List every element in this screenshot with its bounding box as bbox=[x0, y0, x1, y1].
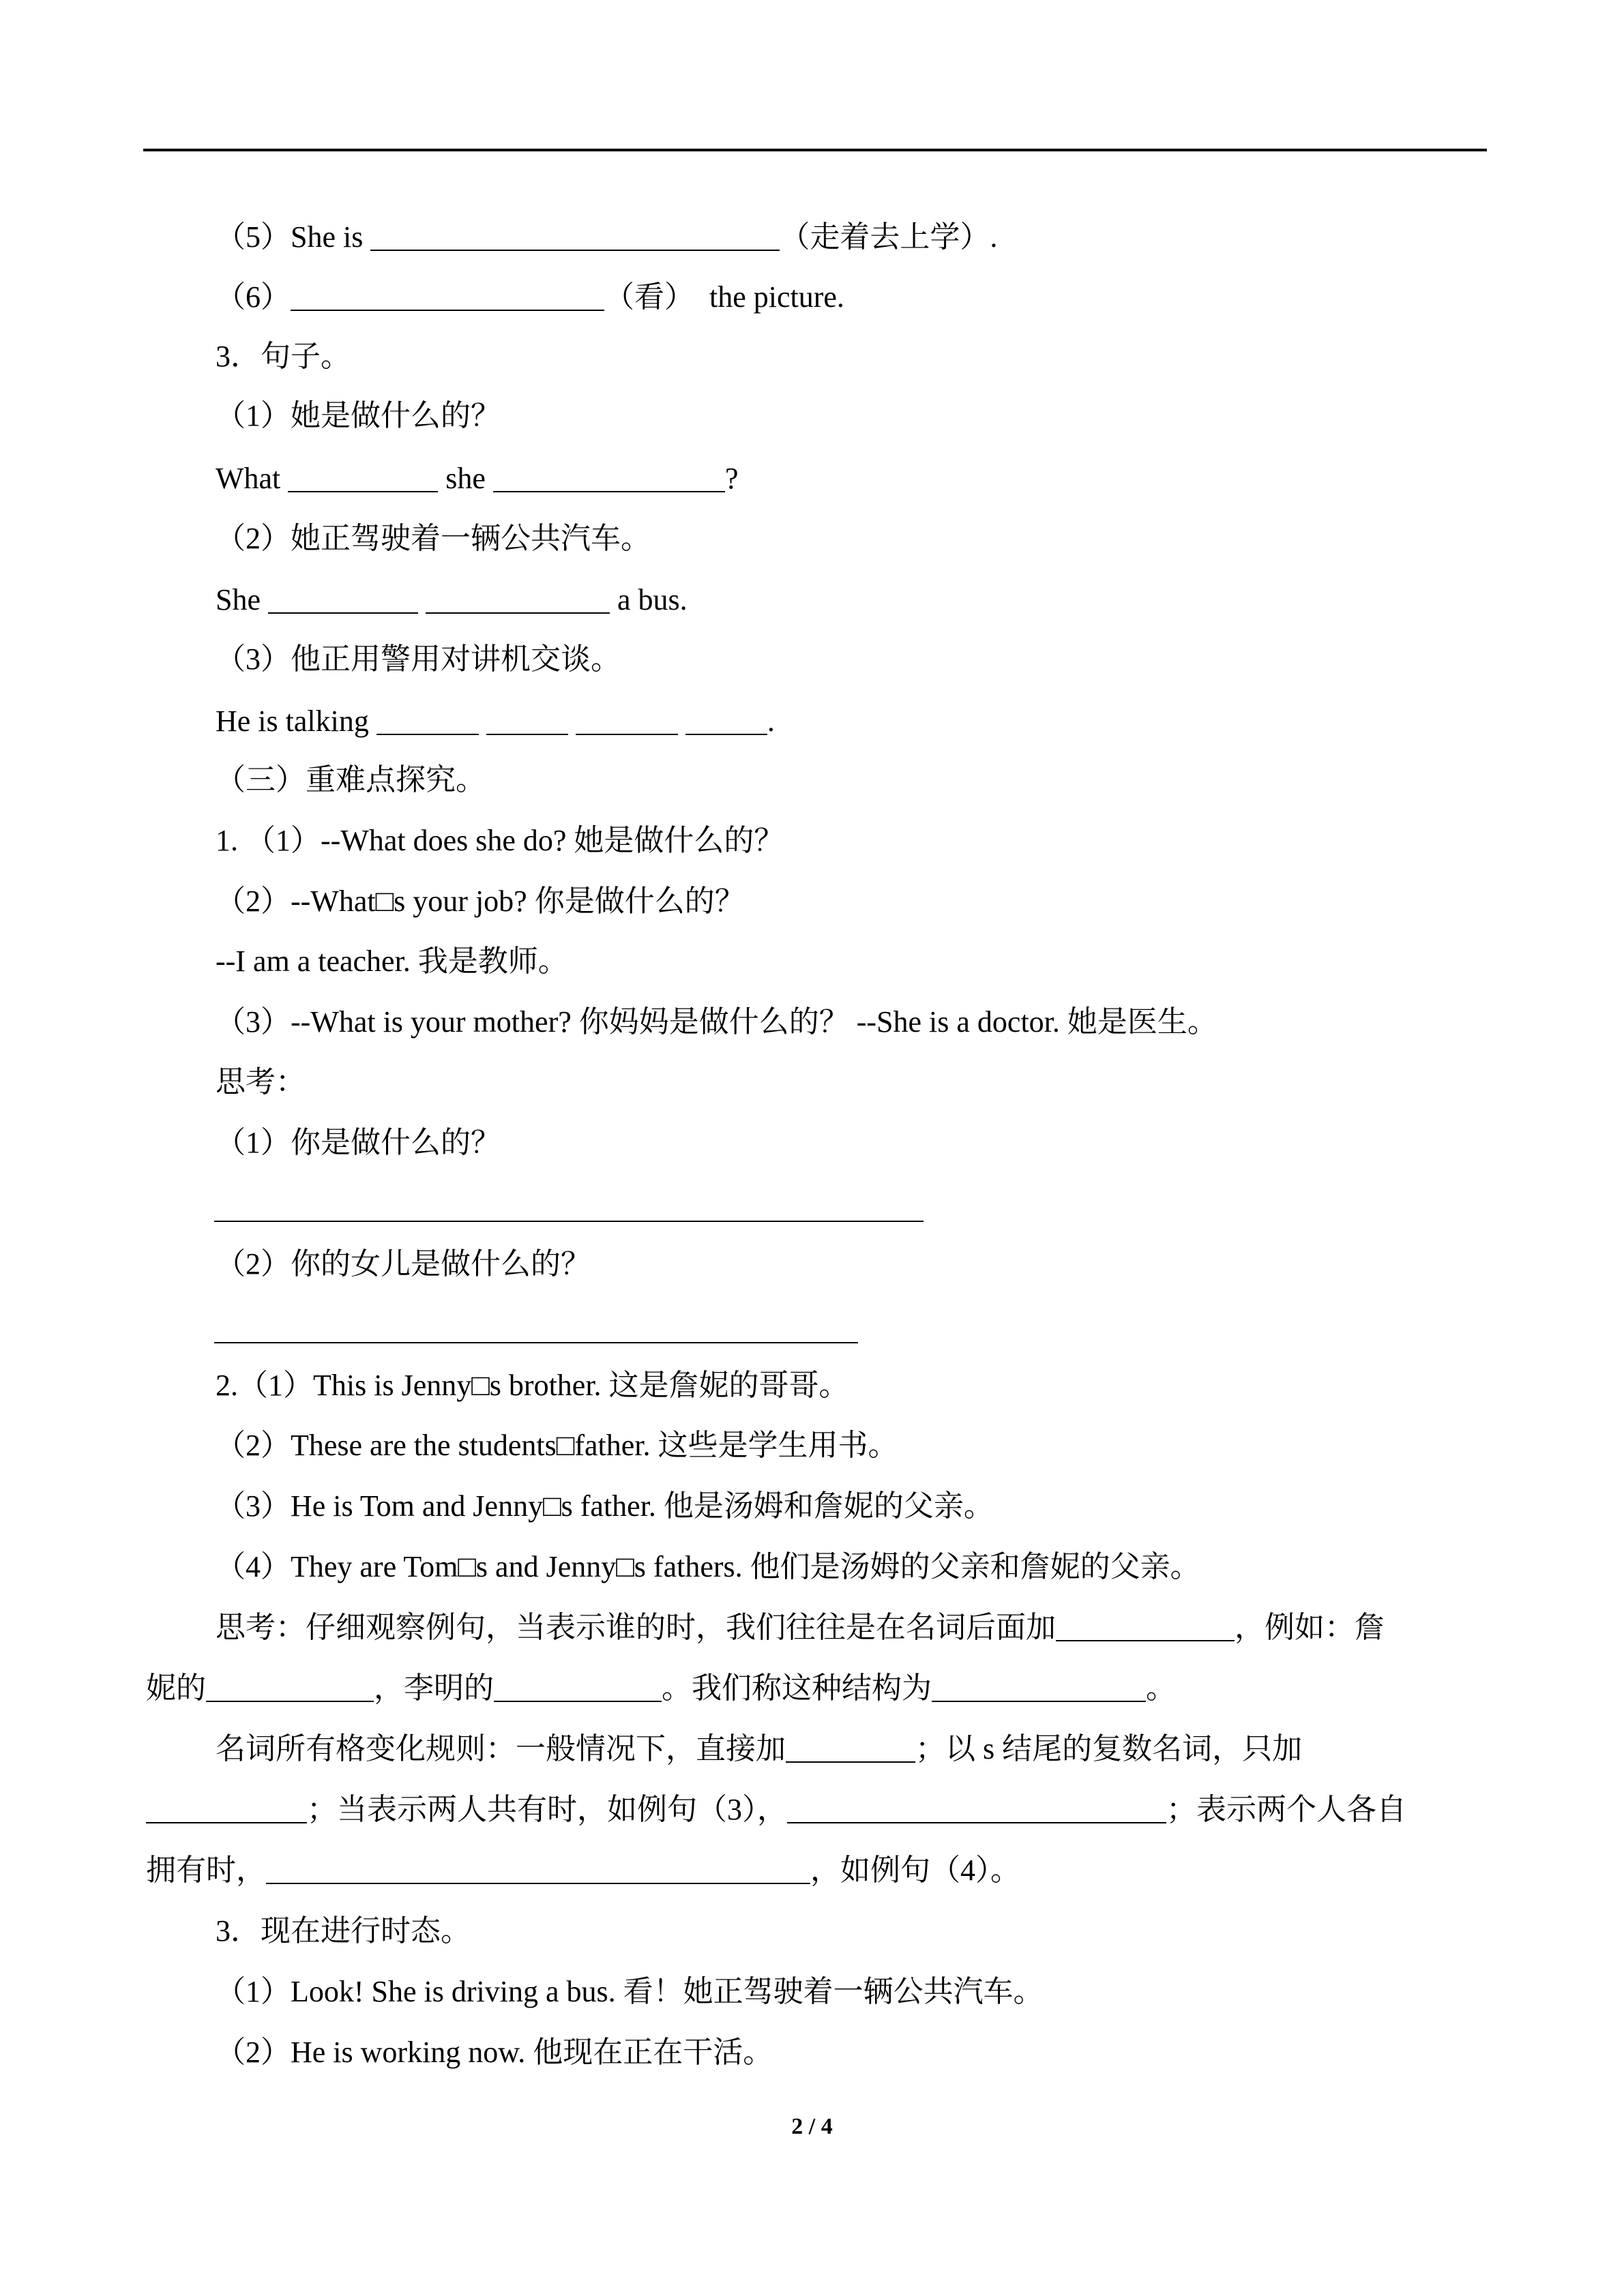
answer-blank[interactable] bbox=[494, 1669, 662, 1702]
header-rule bbox=[143, 149, 1487, 151]
q3-heading: 3．句子。 bbox=[216, 340, 351, 373]
answer-blank[interactable] bbox=[932, 1669, 1146, 1702]
p2-line-4: （4）They are Tom□s and Jenny□s fathers. 他们是汤姆的父亲和詹妮的父亲。 bbox=[216, 1550, 1200, 1583]
q2-item-6: （6） （看） the picture. bbox=[216, 277, 844, 318]
rule-line-2: ；当表示两人共有时，如例句（3）， ；表示两个人各自 bbox=[146, 1789, 1406, 1830]
answer-blank[interactable] bbox=[576, 702, 678, 735]
q3-s3-en: He is talking . bbox=[216, 701, 775, 742]
rule-line-3: 拥有时， ，如例句（4）。 bbox=[146, 1850, 1020, 1891]
rule-line-1: 名词所有格变化规则：一般情况下，直接加 ；以 s 结尾的复数名词，只加 bbox=[216, 1729, 1302, 1770]
p1-line-4: （3）--What is your mother? 你妈妈是做什么的？ --She is a doctor. 她是医生。 bbox=[216, 1005, 1217, 1039]
answer-blank[interactable] bbox=[786, 1730, 915, 1763]
q3-s2-cn: （2）她正驾驶着一辆公共汽车。 bbox=[216, 522, 651, 555]
answer-blank[interactable] bbox=[426, 581, 610, 614]
p2-line-3: （3）He is Tom and Jenny□s father. 他是汤姆和詹妮的父亲。 bbox=[216, 1489, 994, 1523]
answer-blank[interactable] bbox=[146, 1791, 307, 1823]
q3-s2-en: She a bus. bbox=[216, 580, 688, 621]
answer-blank[interactable] bbox=[685, 702, 767, 735]
q2-item-5: （5）She is （走着去上学）. bbox=[216, 217, 997, 258]
p1-line-3: --I am a teacher. 我是教师。 bbox=[216, 944, 568, 978]
p3-line-1: （1）Look! She is driving a bus. 看！她正驾驶着一辆公共汽车。 bbox=[216, 1975, 1044, 2008]
answer-blank[interactable] bbox=[377, 702, 479, 735]
section-heading: （三）重难点探究。 bbox=[216, 763, 486, 796]
p2-think-line-2: 妮的 ，李明的 。我们称这种结构为 。 bbox=[146, 1668, 1176, 1709]
q3-s1-en: What she ? bbox=[216, 458, 738, 499]
answer-blank[interactable] bbox=[787, 1791, 1166, 1823]
answer-blank[interactable] bbox=[1056, 1609, 1235, 1641]
think-label: 思考： bbox=[216, 1065, 306, 1099]
answer-blank[interactable] bbox=[268, 581, 418, 614]
p1-line-2: （2）--What□s your job? 你是做什么的？ bbox=[216, 884, 745, 918]
answer-blank[interactable] bbox=[288, 460, 438, 492]
p1-line-1: 1. （1）--What does she do? 她是做什么的？ bbox=[216, 824, 784, 857]
p2-line-1: 2.（1）This is Jenny□s brother. 这是詹妮的哥哥。 bbox=[216, 1369, 849, 1402]
answer-blank[interactable] bbox=[291, 278, 604, 311]
q3-s1-cn: （1）她是做什么的？ bbox=[216, 399, 501, 432]
p3-line-2: （2）He is working now. 他现在正在干活。 bbox=[216, 2036, 773, 2069]
answer-blank[interactable] bbox=[266, 1851, 810, 1884]
p3-heading: 3．现在进行时态。 bbox=[216, 1914, 471, 1948]
answer-blank[interactable] bbox=[370, 218, 780, 251]
answer-line[interactable] bbox=[214, 1221, 924, 1222]
p2-think-line-1: 思考：仔细观察例句，当表示谁的时，我们往往是在名词后面加 ，例如：詹 bbox=[216, 1607, 1385, 1648]
page-number: 2 / 4 bbox=[791, 2114, 833, 2139]
think-question-1: （1）你是做什么的？ bbox=[216, 1126, 501, 1159]
p2-line-2: （2）These are the students□father. 这些是学生用书。 bbox=[216, 1429, 898, 1462]
think-question-2: （2）你的女儿是做什么的？ bbox=[216, 1247, 591, 1281]
answer-blank[interactable] bbox=[206, 1669, 374, 1702]
q3-s3-cn: （3）他正用警用对讲机交谈。 bbox=[216, 642, 621, 676]
answer-line[interactable] bbox=[214, 1342, 858, 1343]
answer-blank[interactable] bbox=[486, 702, 568, 735]
answer-blank[interactable] bbox=[493, 460, 725, 492]
